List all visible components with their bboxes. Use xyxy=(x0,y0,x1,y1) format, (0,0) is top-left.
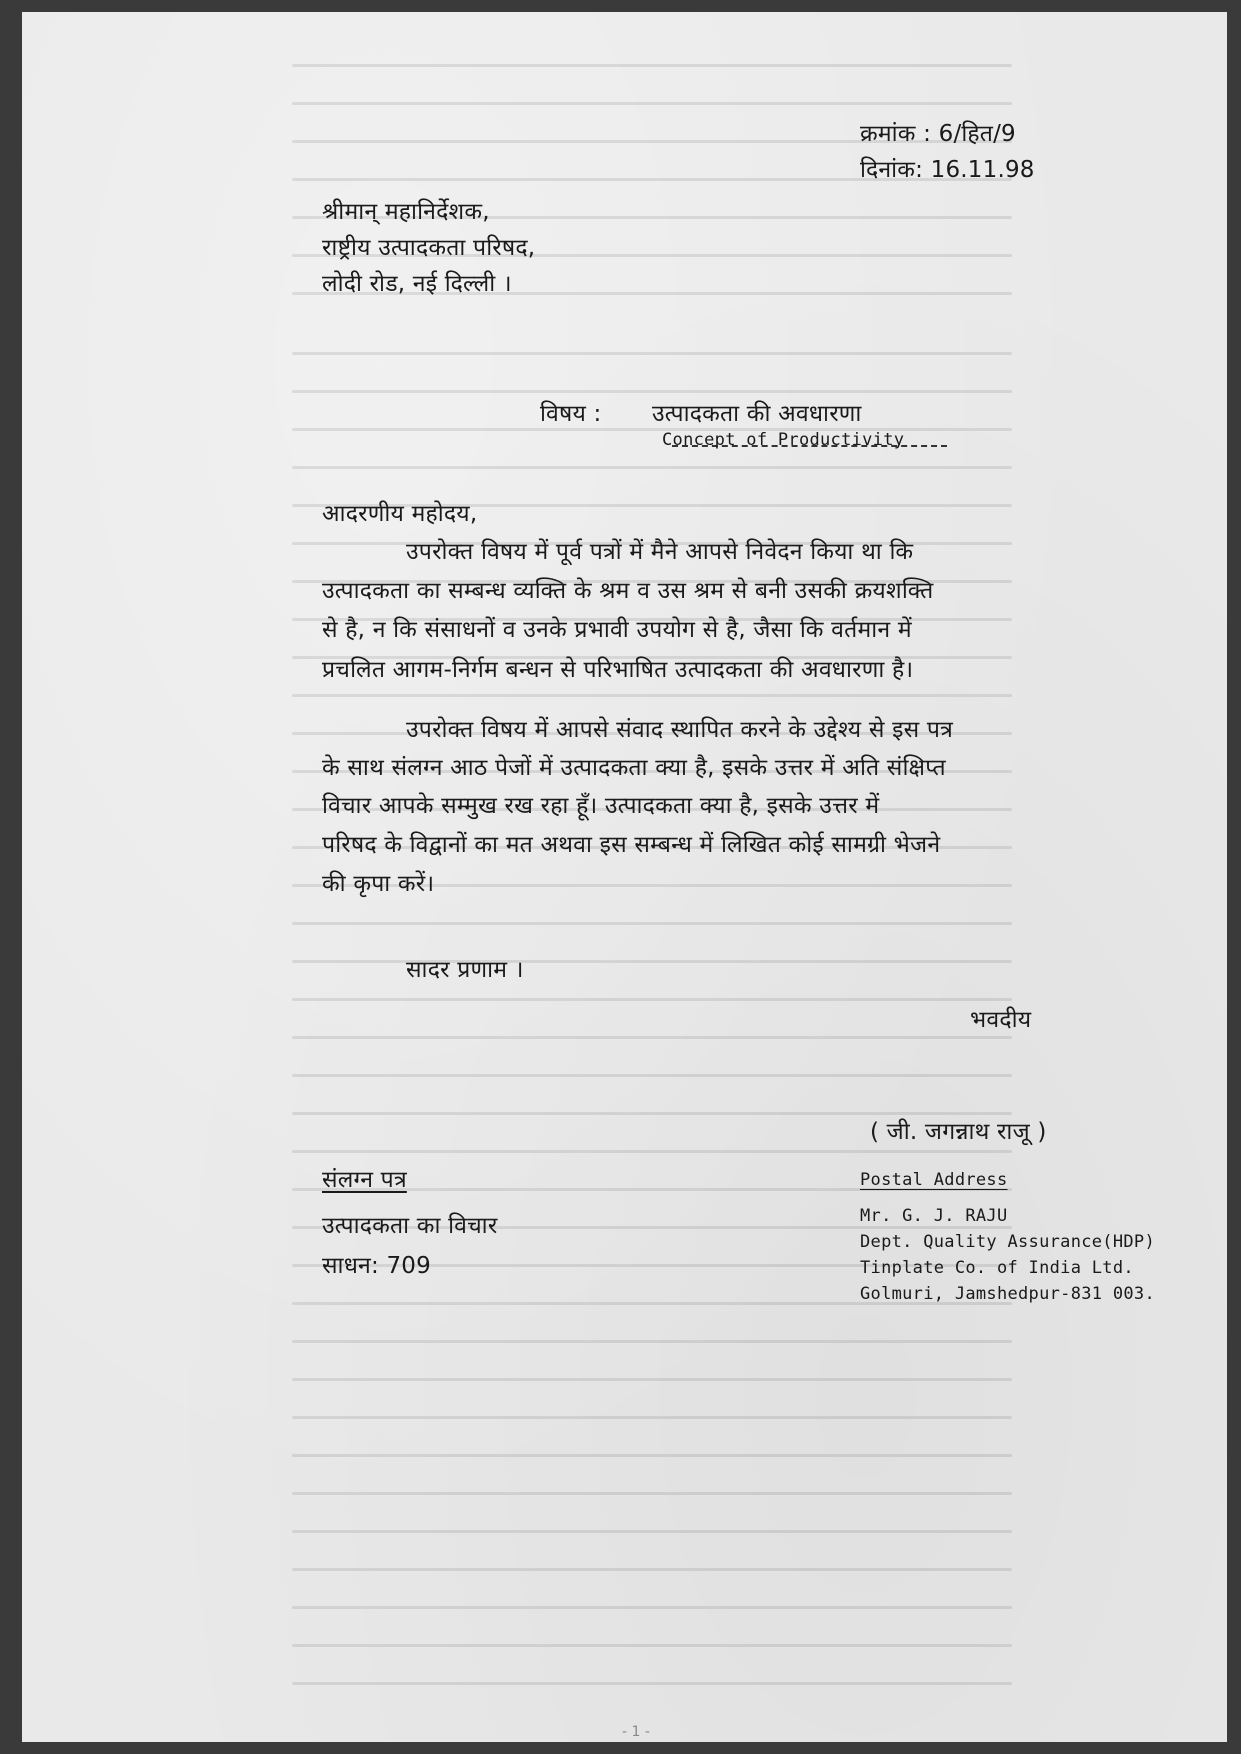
reference-number: क्रमांक : 6/हित/9 xyxy=(860,121,1016,147)
enclosure-title: संलग्न पत्र xyxy=(322,1167,407,1193)
addressee-line-2: राष्ट्रीय उत्पादकता परिषद, xyxy=(322,235,536,261)
valediction: भवदीय xyxy=(970,1007,1032,1033)
paragraph-2-line-3: विचार आपके सम्मुख रख रहा हूँ। उत्पादकता क्या है, इसके उत्तर में xyxy=(322,793,880,819)
paragraph-1-line-1: उपरोक्त विषय में पूर्व पत्रों में मैने आपसे निवेदन किया था कि xyxy=(406,539,914,565)
paragraph-2-line-4: परिषद के विद्वानों का मत अथवा इस सम्बन्ध में लिखित कोई सामग्री भेजने xyxy=(322,832,941,858)
salutation: आदरणीय महोदय, xyxy=(322,501,478,527)
postal-department: Dept. Quality Assurance(HDP) xyxy=(860,1232,1155,1252)
closing-greeting: सादर प्रणाम । xyxy=(406,957,524,983)
subject-hindi: उत्पादकता की अवधारणा xyxy=(652,401,862,427)
paragraph-2-line-5: की कृपा करें। xyxy=(322,871,435,897)
postal-company: Tinplate Co. of India Ltd. xyxy=(860,1258,1134,1278)
paragraph-2-line-2: के साथ संलग्न आठ पेजों में उत्पादकता क्या है, इसके उत्तर में अति संक्षिप्त xyxy=(322,755,946,781)
postal-name: Mr. G. J. RAJU xyxy=(860,1206,1008,1226)
reverse-side-bleed-through xyxy=(22,12,1227,1742)
postal-city: Golmuri, Jamshedpur-831 003. xyxy=(860,1284,1155,1304)
letter-page xyxy=(22,12,1227,1742)
paragraph-1-line-4: प्रचलित आगम-निर्गम बन्धन से परिभाषित उत्पादकता की अवधारणा है। xyxy=(322,657,914,683)
addressee-line-1: श्रीमान् महानिर्देशक, xyxy=(322,199,490,225)
addressee-line-3: लोदी रोड, नई दिल्ली । xyxy=(322,271,512,297)
page-number: - 1 - xyxy=(622,1724,650,1740)
paragraph-1-line-3: से है, न कि संसाधनों व उनके प्रभावी उपयोग से है, जैसा कि वर्तमान में xyxy=(322,617,912,643)
enclosure-item: उत्पादकता का विचार xyxy=(322,1213,498,1239)
subject-english: Concept of Productivity xyxy=(662,430,905,450)
postal-address-heading: Postal Address xyxy=(860,1170,1008,1190)
subject-label: विषय : xyxy=(540,401,602,427)
signature-name: ( जी. जगन्नाथ राजू ) xyxy=(870,1119,1047,1145)
letter-date: दिनांक: 16.11.98 xyxy=(860,157,1035,183)
paragraph-2-line-1: उपरोक्त विषय में आपसे संवाद स्थापित करने के उद्देश्य से इस पत्र xyxy=(406,717,954,743)
sadhan-number: साधन: 709 xyxy=(322,1253,431,1279)
paragraph-1-line-2: उत्पादकता का सम्बन्ध व्यक्ति के श्रम व उस श्रम से बनी उसकी क्रयशक्ति xyxy=(322,578,934,604)
